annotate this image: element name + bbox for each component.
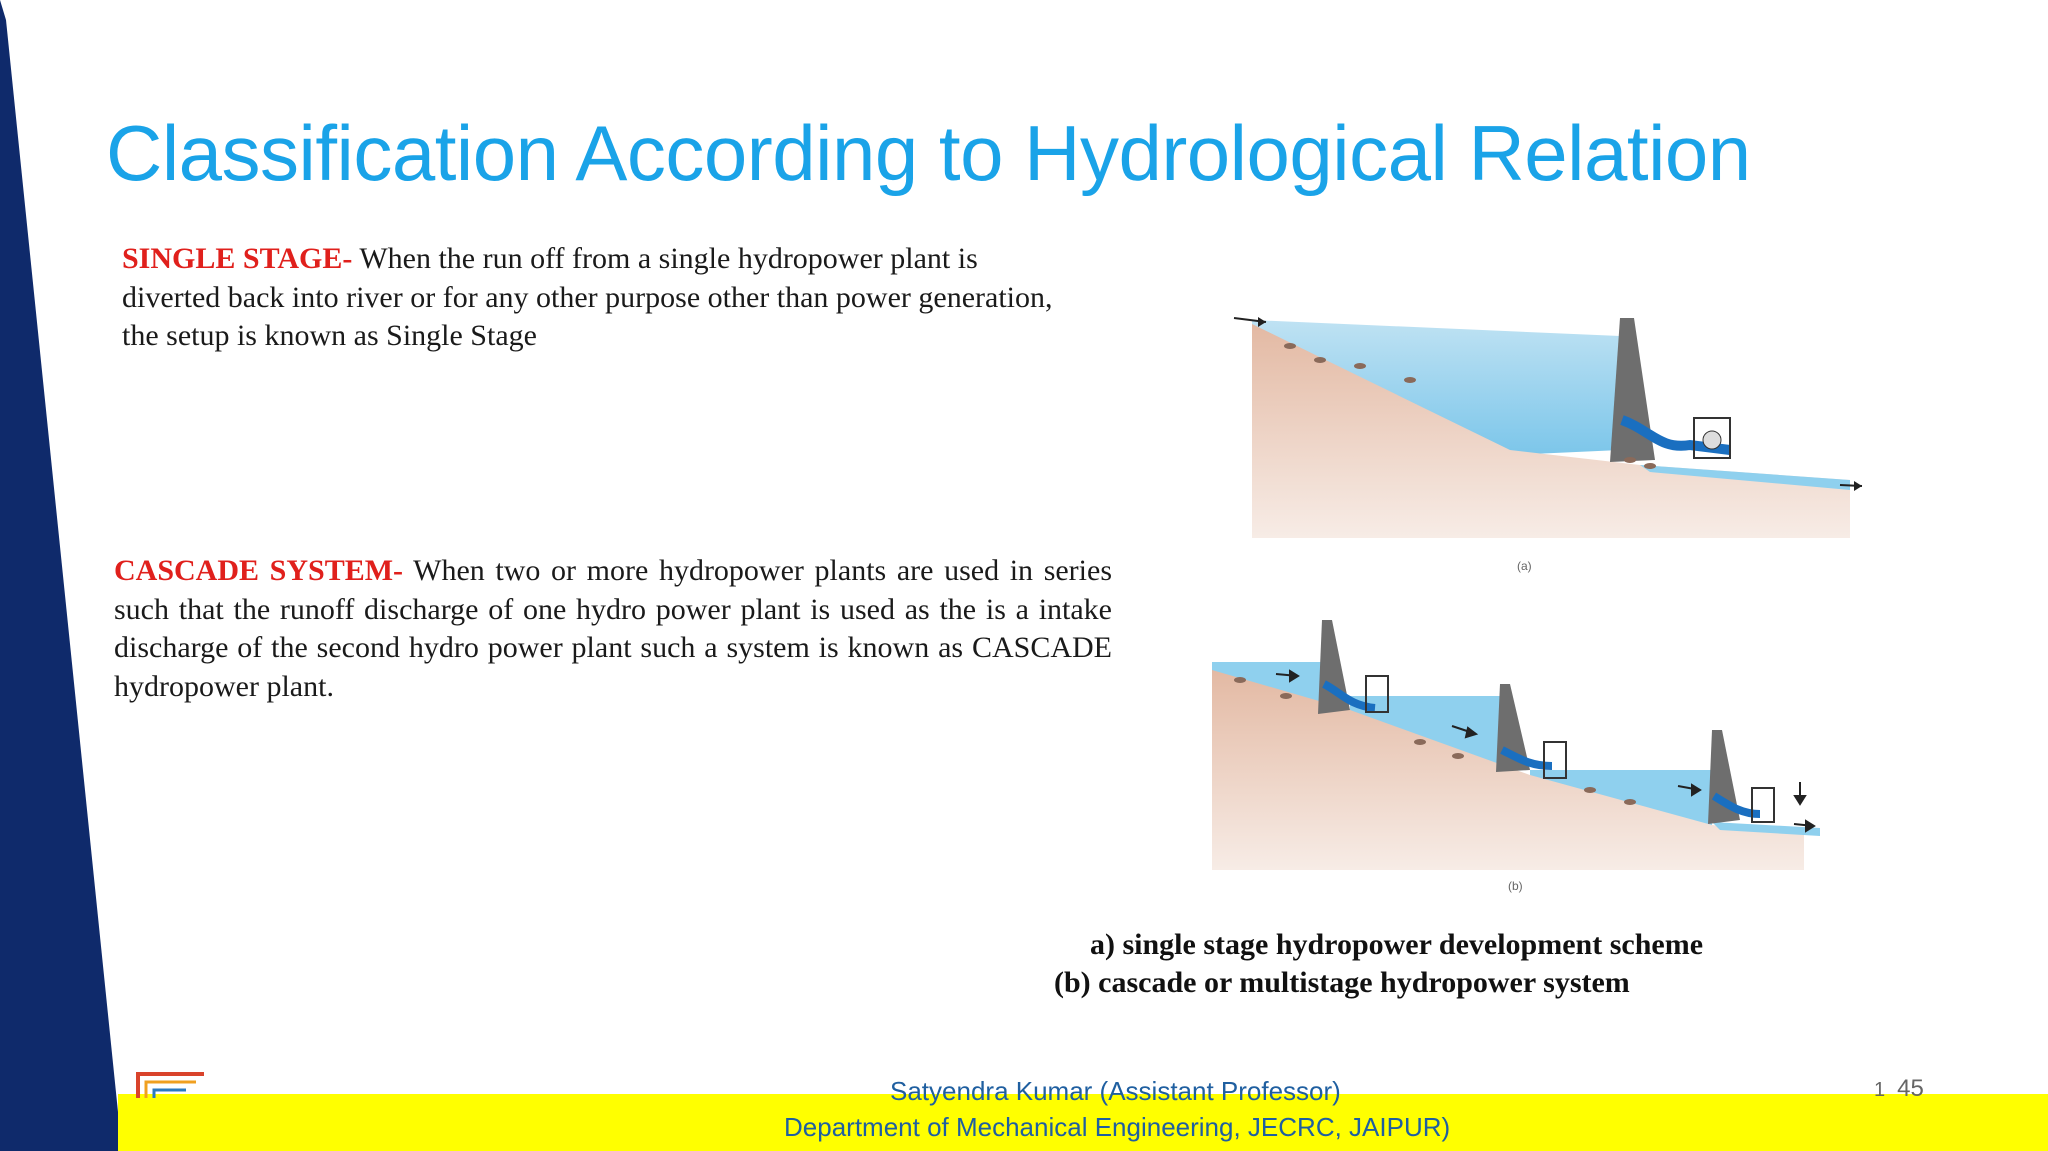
figure-caption-b: (b) cascade or multistage hydropower system (1054, 966, 1630, 999)
slide-title: Classification According to Hydrological Relation (106, 109, 1751, 197)
cascade-heading: CASCADE SYSTEM- (114, 554, 404, 587)
cascade-paragraph (114, 552, 1112, 706)
single-stage-heading: SINGLE STAGE- (122, 242, 353, 275)
jecrc-logo-icon (136, 1070, 206, 1100)
page-number-value: 45 (1897, 1075, 1924, 1102)
single-stage-diagram (1210, 300, 1870, 580)
page-number-small: 1 (1874, 1079, 1886, 1101)
cascade-diagram (1200, 610, 1840, 900)
cascade-text: When two or more hydropower plants are used in series such that the runoff discharge of one hydro power plant is used as the is a intake discharge of the second hydro power plant such a system is known as CASCADE hydropower plant. (114, 554, 1113, 703)
footer-author: Satyendra Kumar (Assistant Professor) (890, 1076, 1341, 1106)
page-number (1874, 1075, 1924, 1103)
diagram-label-b: (b) (1508, 879, 1523, 893)
footer-department: Department of Mechanical Engineering, JECRC, JAIPUR) (784, 1112, 1451, 1142)
single-stage-text: When the run off from a single hydropower plant is diverted back into river or for any other purpose other than power generation, the setup is known as Single Stage (122, 242, 1053, 352)
figure-caption-a: a) single stage hydropower development scheme (1090, 928, 1704, 961)
diagram-label-a: (a) (1517, 559, 1532, 573)
single-stage-paragraph (122, 240, 1082, 356)
